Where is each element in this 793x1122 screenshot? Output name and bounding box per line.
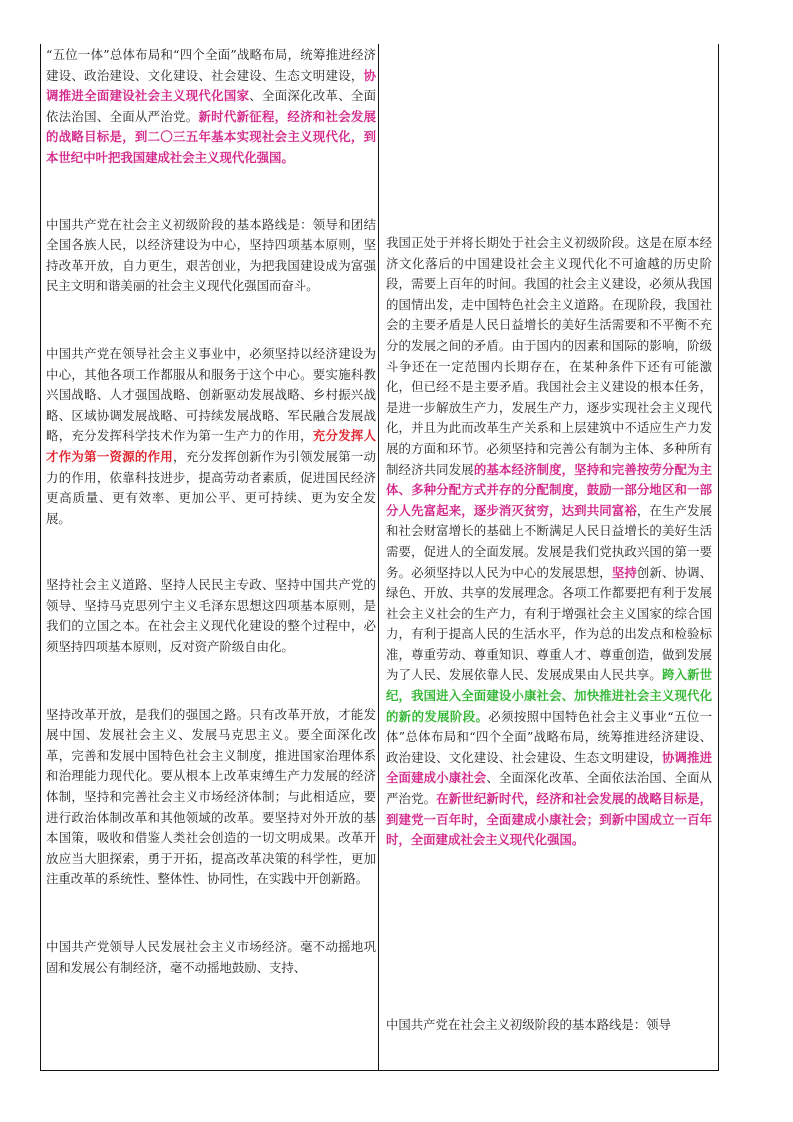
- right-paragraph-1-segment: 必须按照中国特色社会主义事业“五位一体”总体布局和“四个全面”战略布局，统筹推进经济建设、政治建设、文化建设、社会建设、生态文明建设，: [386, 708, 712, 765]
- right-paragraph-1-segment: 在新世纪新时代，经济和社会发展的战略目标是，到建党一百年时，全面建成小康社会；到新中国成立一百年时，全面建成社会主义现代化强国。: [386, 791, 712, 848]
- right-paragraph-1-segment: 协调推进全面建成小康社会: [386, 749, 712, 786]
- right-paragraph-1-segment: 我国正处于并将长期处于社会主义初级阶段。这是在原本经济文化落后的中国建设社会主义现代化不可逾越的历史阶段，需要上百年的时间。我国的社会主义建设，必须从我国的国情出发，走中国特色社会主义道路。在现阶段，我国社会的主要矛盾是人民日益增长的美好生活需要和不平衡不充分的发展之间的矛盾。由于国内的因素和国际的影响，阶级斗争还在一定范围内长期存在，在某种条件下还有可能激化，但已经不是主要矛盾。我国社会主义建设的根本任务，是进一步解放生产力，发展生产力，逐步实现社会主义现代化，并且为此而改革生产关系和上层建筑中不适应生产力发展的方面和环节。必须坚持和完善公有制为主体、多种所有制经济共同发展: [386, 235, 712, 477]
- left-paragraph-1-segment: 、全面深化改革、全面依法治国、全面从严治党。: [46, 88, 376, 124]
- left-paragraph-6: [46, 937, 376, 978]
- left-paragraph-3-segment: 中国共产党在领导社会主义事业中，必须坚持以经济建设为中心，其他各项工作都服从和服务于这个中心。要实施科教兴国战略、人才强国战略、创新驱动发展战略、乡村振兴战略、区域协调发展战略、可持续发展战略、军民融合发展战略，充分发挥科学技术作为第一生产力的作用，: [46, 345, 376, 444]
- left-paragraph-2: [46, 215, 376, 297]
- left-paragraph-3-segment: ，充分发挥创新作为引领发展第一动力的作用，依靠科技进步，提高劳动者素质，促进国民经济更高质量、更有效率、更加公平、更可持续、更为安全发展。: [46, 448, 376, 526]
- left-paragraph-6-segment: 中国共产党领导人民发展社会主义市场经济。毫不动摇地巩固和发展公有制经济，毫不动摇地鼓励、支持、: [46, 939, 376, 975]
- right-paragraph-1-segment: 、全面深化改革、全面依法治国、全面从严治党。: [386, 770, 712, 807]
- right-paragraph-1-segment: ，在生产发展和社会财富增长的基础上不断满足人民日益增长的美好生活需要，促进人的全面发展。发展是我们党执政兴国的第一要务。必须坚持以人民为中心的发展思想，: [386, 502, 712, 580]
- left-paragraph-1-segment: 协调推进全面建设社会主义现代化国家: [46, 67, 376, 104]
- right-paragraph-1: [386, 233, 712, 851]
- right-paragraph-1-segment: 坚持: [611, 564, 637, 580]
- left-paragraph-4: [46, 575, 376, 657]
- right-paragraph-2: [386, 1015, 712, 1036]
- right-paragraph-1-segment: 的基本经济制度，坚持和完善按劳分配为主体、多种分配方式并存的分配制度，鼓励一部分地区和一部分人先富起来，逐步消灭贫穷，达到共同富裕: [386, 461, 712, 518]
- left-column: [46, 44, 376, 1070]
- right-column: [386, 44, 712, 1070]
- left-paragraph-1: [46, 45, 376, 169]
- right-paragraph-1-segment: 创新、协调、绿色、开放、共享的发展理念。各项工作都要把有利于发展社会主义社会的生产力，有利于增强社会主义国家的综合国力，有利于提高人民的生活水平，作为总的出发点和检验标准，尊重劳动、尊重知识、尊重人才、尊重创造，做到发展为了人民、发展依靠人民、发展成果由人民共享。: [386, 564, 712, 683]
- left-paragraph-1-segment: 新时代新征程，经济和社会发展的战略目标是，到二〇三五年基本实现社会主义现代化，到本世纪中叶把我国建成社会主义现代化强国。: [46, 108, 376, 165]
- right-paragraph-1-segment: 跨入新世纪，我国进入全面建设小康社会、加快推进社会主义现代化的新的发展阶段。: [386, 667, 712, 724]
- column-divider: [378, 44, 379, 1070]
- left-paragraph-5-segment: 坚持改革开放，是我们的强国之路。只有改革开放，才能发展中国、发展社会主义、发展马克思主义。要全面深化改革，完善和发展中国特色社会主义制度，推进国家治理体系和治理能力现代化。要从根本上改革束缚生产力发展的经济体制，坚持和完善社会主义市场经济体制；与此相适应，要进行政治体制改革和其他领域的改革。要坚持对外开放的基本国策，吸收和借鉴人类社会创造的一切文明成果。改革开放应当大胆探索，勇于开拓，提高改革决策的科学性，更加注重改革的系统性、整体性、协同性，在实践中开创新路。: [46, 706, 376, 887]
- left-paragraph-1-segment: “五位一体”总体布局和“四个全面”战略布局，统筹推进经济建设、政治建设、文化建设、社会建设、生态文明建设，: [46, 47, 376, 83]
- right-paragraph-2-segment: 中国共产党在社会主义初级阶段的基本路线是：领导: [386, 1016, 671, 1032]
- left-paragraph-3: [46, 344, 376, 529]
- left-paragraph-4-segment: 坚持社会主义道路、坚持人民民主专政、坚持中国共产党的领导、坚持马克思列宁主义毛泽东思想这四项基本原则，是我们的立国之本。在社会主义现代化建设的整个过程中，必须坚持四项基本原则，反对资产阶级自由化。: [46, 577, 376, 655]
- left-paragraph-3-segment: 充分发挥人才作为第一资源的作用: [46, 428, 376, 464]
- left-paragraph-5: [46, 705, 376, 890]
- left-paragraph-2-segment: 中国共产党在社会主义初级阶段的基本路线是：领导和团结全国各族人民，以经济建设为中心，坚持四项基本原则，坚持改革开放，自力更生，艰苦创业，为把我国建设成为富强民主文明和谐美丽的社会主义现代化强国而奋斗。: [46, 216, 376, 294]
